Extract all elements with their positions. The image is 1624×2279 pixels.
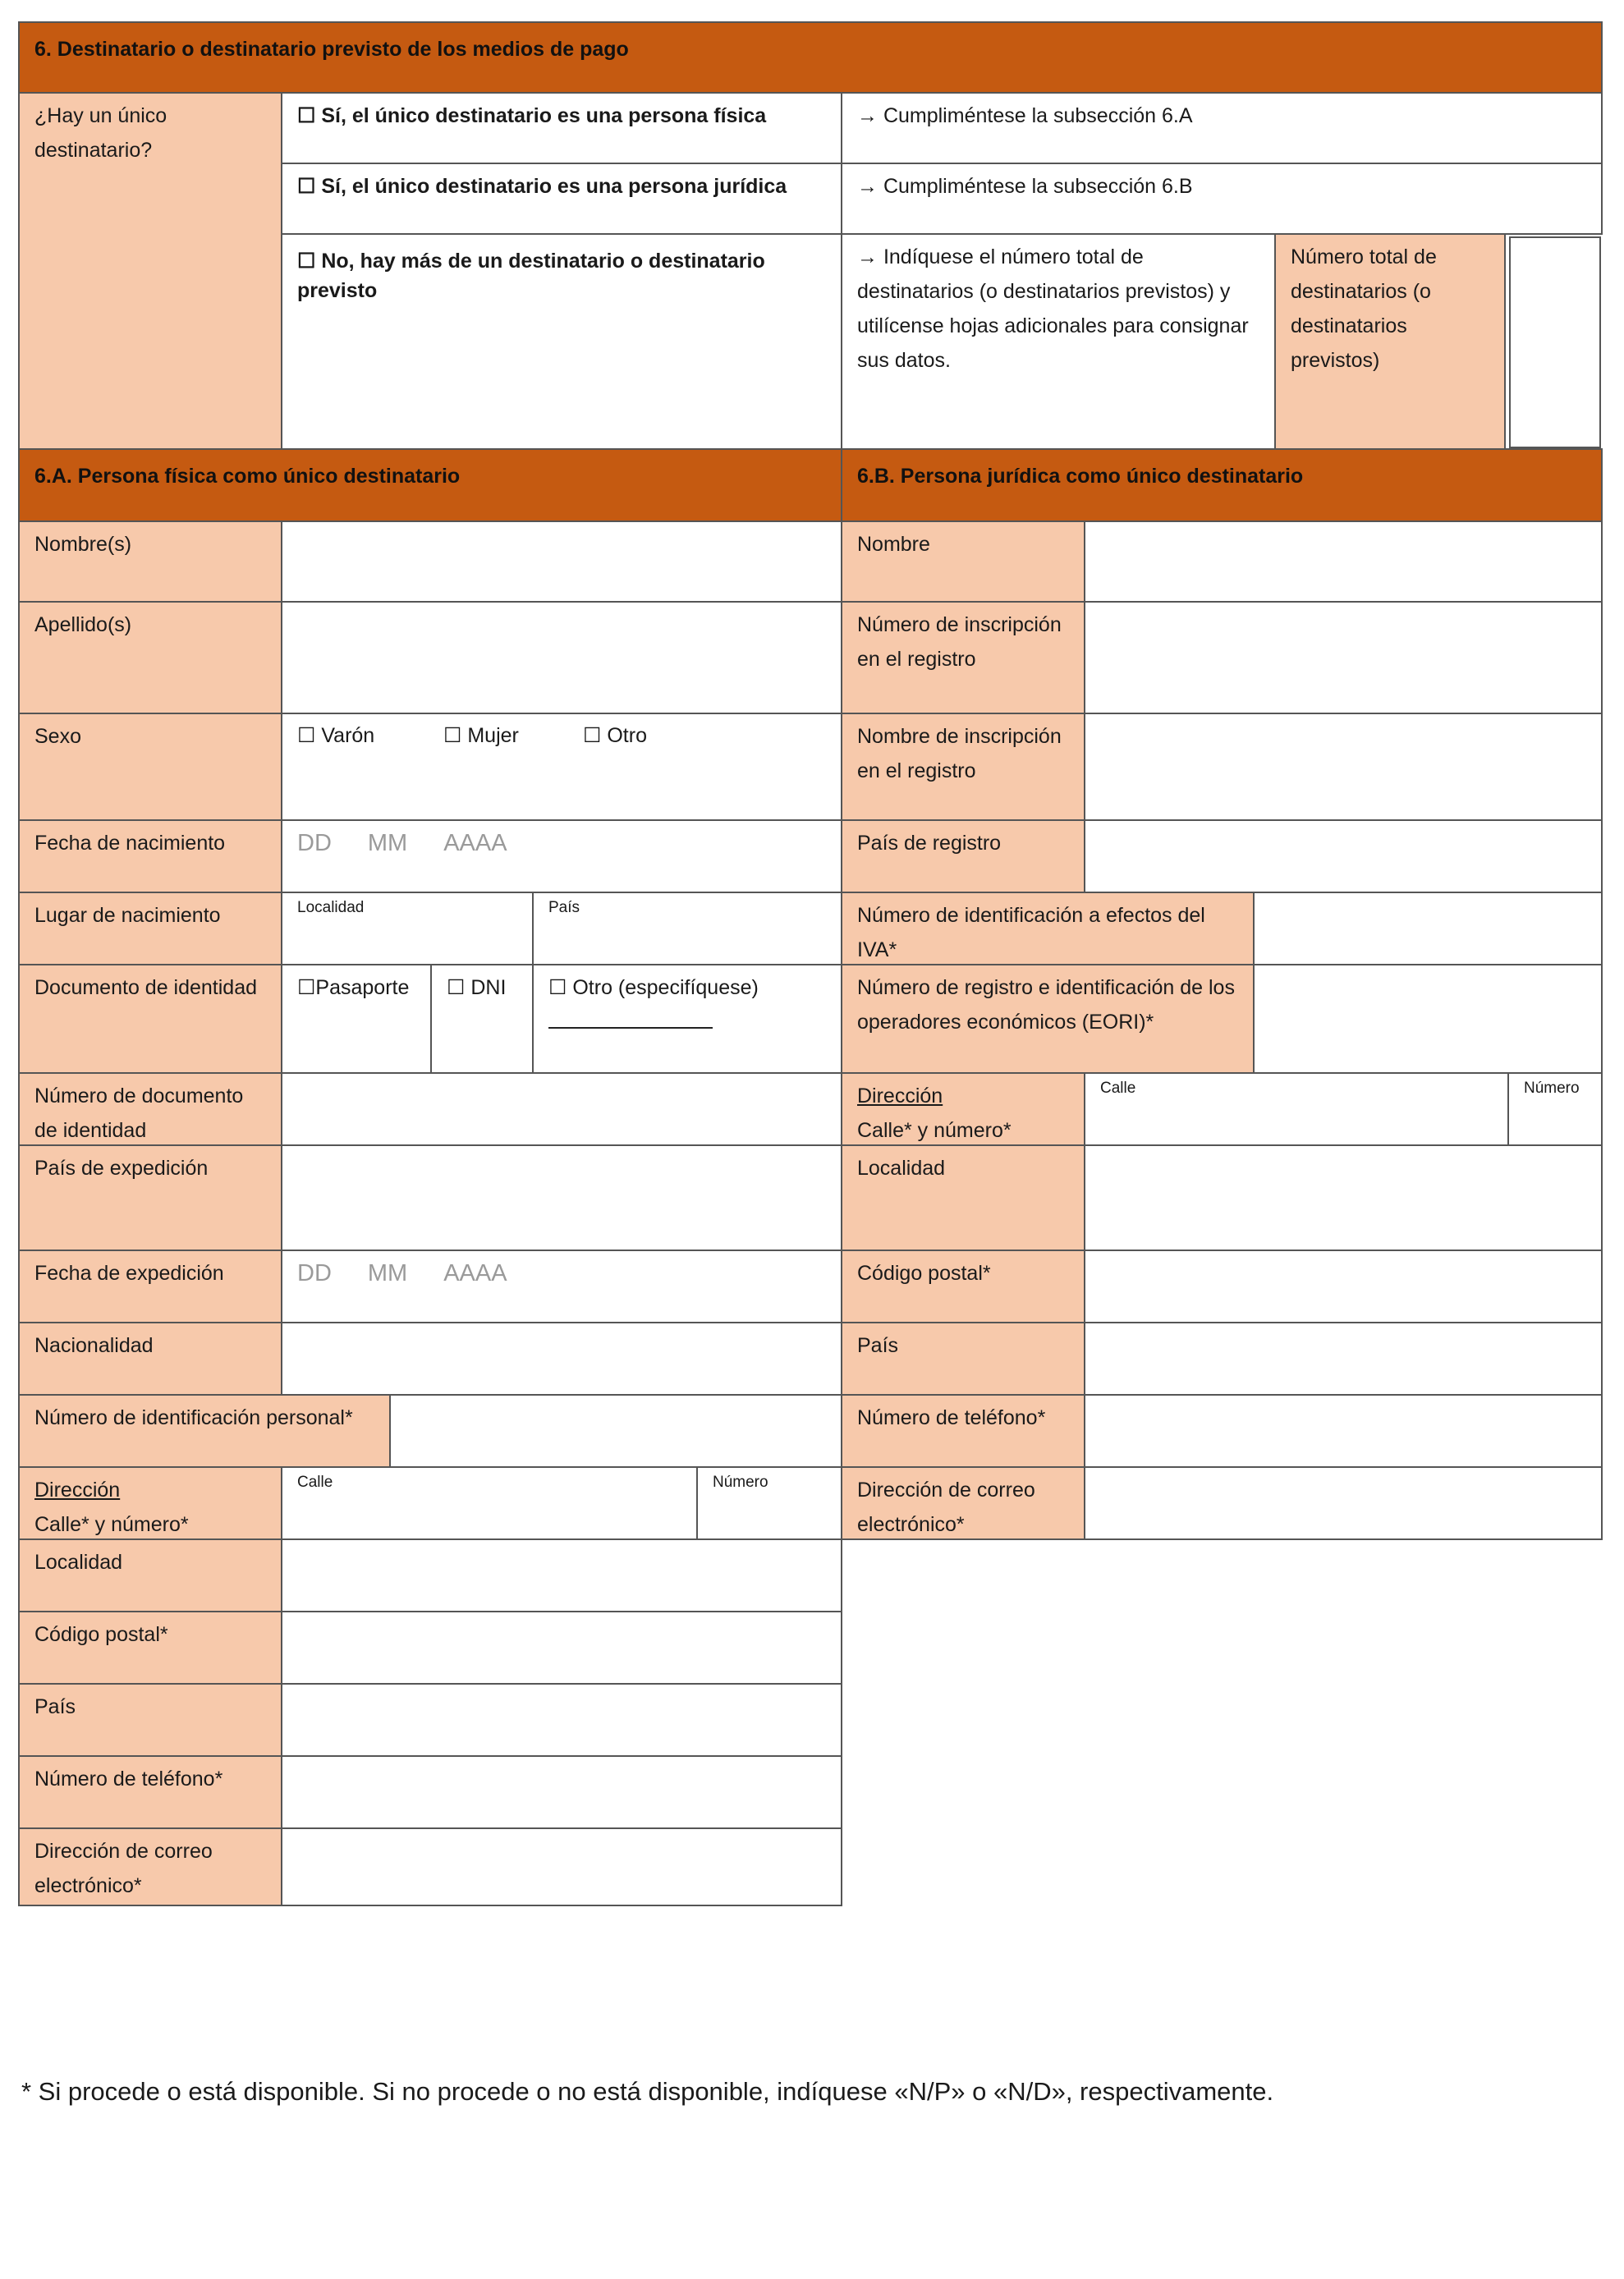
single-recipient-question [18, 92, 282, 450]
total-recipients-input[interactable] [1509, 236, 1601, 448]
a-pais-label [18, 1683, 282, 1757]
single-recipient-question-label: ¿Hay un único destinatario? [34, 104, 167, 162]
b-calle-input[interactable] [1084, 1072, 1509, 1146]
section-6b-header [841, 448, 1603, 522]
label-text: Número de identificación a efectos del IVA* [857, 904, 1205, 961]
small-label: País [548, 899, 580, 916]
a-sexo-label [18, 713, 282, 821]
b-num-insc-input[interactable] [1084, 601, 1603, 714]
label-text: Documento de identidad [34, 976, 258, 999]
label-text: Dirección [34, 1479, 121, 1502]
a-lugar-nac-pais-input[interactable] [532, 892, 842, 965]
doc-dni-checkbox[interactable] [430, 964, 534, 1074]
a-localidad-label [18, 1538, 282, 1612]
label-text: Nombre de inscripción en el registro [857, 725, 1062, 782]
b-num-insc-label [841, 601, 1085, 714]
b-nombre-input[interactable] [1084, 520, 1603, 603]
label-text: Fecha de nacimiento [34, 832, 226, 855]
b-email-input[interactable] [1084, 1466, 1603, 1540]
small-label: Localidad [297, 899, 365, 916]
option-natural-person-label: ☐ Sí, el único destinatario es una persona física [297, 104, 767, 127]
b-email-label [841, 1466, 1085, 1540]
option-legal-person-label: ☐ Sí, el único destinatario es una persona jurídica [297, 175, 787, 198]
label-text: Dirección [857, 1084, 943, 1107]
a-num-id-personal-label [18, 1394, 391, 1468]
a-numero-input[interactable] [696, 1466, 842, 1540]
b-tel-input[interactable] [1084, 1394, 1603, 1468]
sexo-varon-checkbox[interactable]: ☐ Varón [297, 724, 375, 747]
a-fecha-exp-label [18, 1250, 282, 1323]
option-multiple-note [841, 233, 1276, 450]
option-multiple-label: ☐ No, hay más de un destinatario o destinatario previsto [297, 250, 765, 302]
option-multiple[interactable] [281, 233, 842, 450]
b-pais-label [841, 1322, 1085, 1396]
a-num-doc-input[interactable] [281, 1072, 842, 1146]
label-text: Localidad [34, 1551, 123, 1574]
label-text: Apellido(s) [34, 613, 132, 636]
label-text: País [857, 1334, 899, 1357]
a-nombres-label [18, 520, 282, 603]
date-mm-placeholder: MM [367, 1260, 408, 1286]
a-tel-label [18, 1755, 282, 1829]
a-email-label [18, 1827, 282, 1906]
small-label: Calle [1100, 1080, 1136, 1097]
label-text: Nacionalidad [34, 1334, 154, 1357]
label-text: Código postal* [857, 1262, 991, 1285]
a-pais-exp-input[interactable] [281, 1144, 842, 1251]
date-aaaa-placeholder: AAAA [443, 830, 507, 856]
label-text: Número de documento de identidad [34, 1084, 244, 1142]
note-text: → Indíquese el número total de destinatarios (o destinatarios previstos) y utilícense hojas adicionales para consignar sus datos. [857, 245, 1249, 372]
a-apellidos-input[interactable] [281, 601, 842, 714]
a-localidad-input[interactable] [281, 1538, 842, 1612]
a-direccion-label [18, 1466, 282, 1540]
option-natural-person[interactable] [281, 92, 842, 164]
b-pais-input[interactable] [1084, 1322, 1603, 1396]
b-localidad-input[interactable] [1084, 1144, 1603, 1251]
label-text: Número de inscripción en el registro [857, 613, 1062, 671]
a-pais-exp-label [18, 1144, 282, 1251]
label-text: Localidad [857, 1157, 946, 1180]
b-eori-input[interactable] [1253, 964, 1603, 1074]
a-nacionalidad-label [18, 1322, 282, 1396]
b-localidad-label [841, 1144, 1085, 1251]
b-pais-reg-input[interactable] [1084, 819, 1603, 893]
a-doc-label [18, 964, 282, 1074]
sexo-otro-checkbox[interactable]: ☐ Otro [583, 724, 647, 747]
doc-pasaporte-checkbox[interactable] [281, 964, 432, 1074]
total-recipients-label [1274, 233, 1506, 450]
b-direccion-label [841, 1072, 1085, 1146]
a-tel-input[interactable] [281, 1755, 842, 1829]
small-label: Número [1524, 1080, 1580, 1097]
total-recipients-label-text: Número total de destinatarios (o destinatarios previstos) [1291, 245, 1437, 372]
a-fecha-nac-input[interactable] [281, 819, 842, 893]
section-6a-title: 6.A. Persona física como único destinatario [34, 465, 461, 488]
small-label: Número [713, 1474, 768, 1491]
b-pais-reg-label [841, 819, 1085, 893]
a-cp-label [18, 1611, 282, 1685]
label-text: Nombre(s) [34, 533, 132, 556]
section-6a-header [18, 448, 842, 522]
label-text: País [34, 1695, 76, 1718]
label-text: Dirección de correo electrónico* [857, 1479, 1035, 1536]
option-legal-person[interactable] [281, 163, 842, 235]
a-calle-input[interactable] [281, 1466, 698, 1540]
label-text: Dirección de correo electrónico* [34, 1840, 213, 1897]
sexo-mujer-checkbox[interactable]: ☐ Mujer [443, 724, 519, 747]
note-text: → Cumpliméntese la subsección 6.B [857, 175, 1193, 198]
a-num-id-personal-input[interactable] [389, 1394, 842, 1468]
label-text: Número de identificación personal* [34, 1406, 353, 1429]
b-eori-label [841, 964, 1255, 1074]
label-subtext: Calle* y número* [34, 1513, 189, 1536]
option-text: ☐ DNI [447, 976, 507, 999]
a-nombres-input[interactable] [281, 520, 842, 603]
b-cp-input[interactable] [1084, 1250, 1603, 1323]
note-text: → Cumpliméntese la subsección 6.A [857, 104, 1193, 127]
small-label: Calle [297, 1474, 333, 1491]
b-numero-input[interactable] [1507, 1072, 1603, 1146]
a-email-input[interactable] [281, 1827, 842, 1906]
a-sexo-options [281, 713, 842, 821]
a-lugar-nac-label [18, 892, 282, 965]
label-text: País de expedición [34, 1157, 209, 1180]
a-nacionalidad-input[interactable] [281, 1322, 842, 1396]
a-fecha-nac-label [18, 819, 282, 893]
a-pais-input[interactable] [281, 1683, 842, 1757]
section-6-header [18, 21, 1603, 94]
b-nom-insc-input[interactable] [1084, 713, 1603, 821]
date-dd-placeholder: DD [297, 830, 332, 856]
section-6-title: 6. Destinatario o destinatario previsto de los medios de pago [34, 38, 629, 61]
option-text: ☐ Otro (especifíquese) [548, 976, 759, 999]
label-text: Número de teléfono* [857, 1406, 1046, 1429]
option-text: ☐Pasaporte [297, 976, 410, 999]
doc-otro-checkbox[interactable] [532, 964, 842, 1074]
a-num-doc-label [18, 1072, 282, 1146]
b-cp-label [841, 1250, 1085, 1323]
label-text: Fecha de expedición [34, 1262, 224, 1285]
b-nombre-label [841, 520, 1085, 603]
b-nom-insc-label [841, 713, 1085, 821]
label-text: Código postal* [34, 1623, 168, 1646]
option-natural-person-note [841, 92, 1603, 164]
label-text: Lugar de nacimiento [34, 904, 221, 927]
b-iva-label [841, 892, 1255, 965]
a-lugar-nac-localidad-input[interactable] [281, 892, 534, 965]
label-text: País de registro [857, 832, 1002, 855]
label-text: Nombre [857, 533, 930, 556]
label-text: Número de registro e identificación de los operadores económicos (EORI)* [857, 976, 1235, 1034]
date-dd-placeholder: DD [297, 1260, 332, 1286]
a-cp-input[interactable] [281, 1611, 842, 1685]
section-6b-title: 6.B. Persona jurídica como único destinatario [857, 465, 1304, 488]
date-mm-placeholder: MM [367, 830, 408, 856]
label-subtext: Calle* y número* [857, 1119, 1012, 1142]
b-tel-label [841, 1394, 1085, 1468]
footnote: * Si procede o está disponible. Si no procede o no está disponible, indíquese «N/P» o «N/D», respectivamente. [21, 2077, 1274, 2106]
label-text: Sexo [34, 725, 81, 748]
option-legal-person-note [841, 163, 1603, 235]
doc-otro-specify-line[interactable] [548, 1009, 713, 1029]
date-aaaa-placeholder: AAAA [443, 1260, 507, 1286]
label-text: Número de teléfono* [34, 1768, 223, 1791]
a-fecha-exp-input[interactable] [281, 1250, 842, 1323]
a-apellidos-label [18, 601, 282, 714]
b-iva-input[interactable] [1253, 892, 1603, 965]
